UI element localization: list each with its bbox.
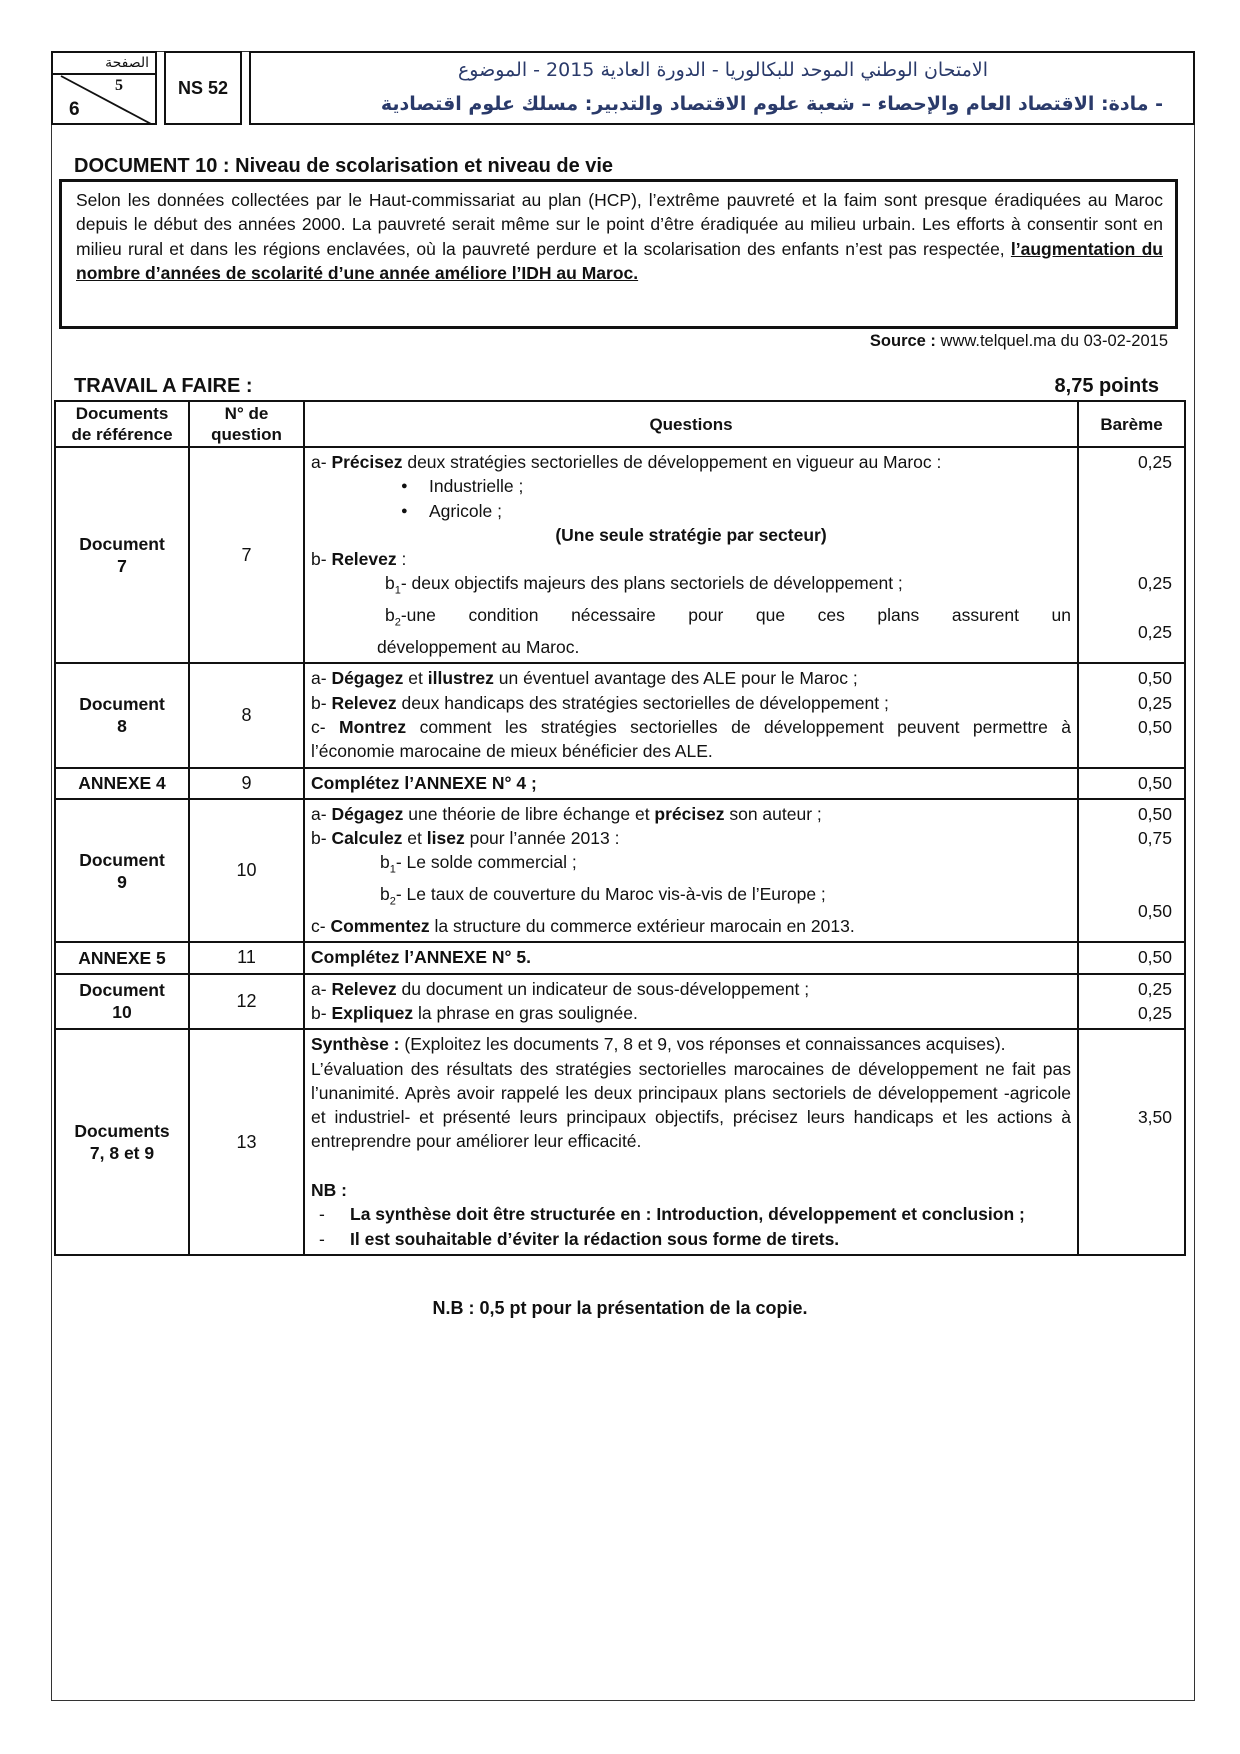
q8-a: a- Dégagez et illustrez un éventuel avantage des ALE pour le Maroc ;: [311, 668, 858, 689]
document10-title: DOCUMENT 10 : Niveau de scolarisation et niveau de vie: [74, 155, 614, 177]
bareme-q12: 0,25 0,25: [1078, 974, 1185, 1030]
q12-b: b- Expliquez la phrase en gras soulignée.: [311, 1002, 638, 1023]
ref-doc9: Document 9: [55, 799, 189, 942]
q7-b2: $b_2$-une condition nécessaire pour que ces plans assurent un: [385, 605, 1071, 629]
q7-b: b- Relevez :: [311, 549, 407, 570]
document10-text: Selon les données collectées par le Haut-commissariat au plan (HCP), l’extrême pauvreté et la faim sont presque éradiquées au Maroc depuis le début des années 2000. La pauvreté serait même sur le point d’être éradiquée au milieu urbain. Les efforts à consentir sont en milieu rural et dans les régions enclavées, où la pauvreté perdure et la scolarisation des enfants n’est pas respectée,: [76, 190, 1163, 259]
q8-c: c- Montrez comment les stratégies sectorielles de développement peuvent permettre à l’économie marocaine de mieux bénéficier des ALE.: [311, 716, 1071, 762]
q12-a: a- Relevez du document un indicateur de sous-développement ;: [311, 978, 810, 999]
page-current: 5: [115, 77, 123, 94]
travail-points: 8,75 points: [1054, 375, 1159, 397]
num-q9: 9: [189, 768, 304, 799]
exam-title-line1: الامتحان الوطني الموحد للبكالوريا - الدورة العادية 2015 - الموضوع: [457, 59, 988, 81]
q10-c: c- Commentez la structure du commerce extérieur marocain en 2013.: [311, 916, 855, 937]
q8-b: b- Relevez deux handicaps des stratégies sectorielles de développement ;: [311, 692, 889, 713]
questions-q11: Complétez l’ANNEXE N° 5.: [304, 942, 1078, 973]
q7-b1: $b_1-$ deux objectifs majeurs des plans sectoriels de développement ;: [385, 573, 903, 597]
questions-q9: Complétez l’ANNEXE N° 4 ;: [304, 768, 1078, 799]
questions-q7: [304, 447, 1078, 663]
page-total: 6: [69, 99, 80, 120]
ref-docs-7-8-9: Documents 7, 8 et 9: [55, 1029, 189, 1255]
table-row-synthese: [55, 1029, 1185, 1255]
questions-q12: [304, 974, 1078, 1030]
q13-synthese: Synthèse : (Exploitez les documents 7, 8 et 9, vos réponses et connaissances acquises).: [311, 1034, 1006, 1055]
source-value: www.telquel.ma du 03-02-2015: [935, 332, 1168, 350]
table-row-annexe5: [55, 942, 1185, 973]
document10-source: [870, 332, 1168, 351]
questions-table: [54, 400, 1186, 1256]
header-documents: Documents de référence: [55, 401, 189, 447]
questions-q10: [304, 799, 1078, 942]
exam-code: NS 52: [164, 51, 242, 125]
num-q12: 12: [189, 974, 304, 1030]
questions-q8: [304, 663, 1078, 767]
ref-doc7: Document 7: [55, 447, 189, 663]
questions-q13: [304, 1029, 1078, 1255]
q7-b2-cont: développement au Maroc.: [377, 637, 580, 658]
bareme-q8: 0,50 0,25 0,50: [1078, 663, 1185, 767]
table-row-doc8: [55, 663, 1185, 767]
q10-b2: $b_2-$ Le taux de couverture du Maroc vis-à-vis de l’Europe ;: [380, 884, 826, 908]
bareme-q7: 0,25 0,25 0,25: [1078, 447, 1185, 663]
q7-a: a- Précisez deux stratégies sectorielles de développement en vigueur au Maroc :: [311, 452, 942, 472]
q13-paragraph: L’évaluation des résultats des stratégies sectorielles marocaines de développement ne fait pas l’unanimité. Après avoir rappelé les deux principaux plans sectoriels de développement -agricole et industriel- et présenté leurs principaux objectifs, précisez leurs handicaps et les actions à entreprendre pour améliorer leur efficacité.: [311, 1058, 1071, 1152]
num-q11: 11: [189, 942, 304, 973]
page-label: الصفحة: [105, 55, 149, 71]
q13-nb: NB :: [311, 1180, 347, 1201]
document10-text-box: [59, 179, 1178, 329]
travail-title: TRAVAIL A FAIRE :: [74, 375, 253, 397]
exam-title-line2: - مادة: الاقتصاد العام والإحصاء – شعبة علوم الاقتصاد والتدبير: مسلك علوم اقتصادية: [380, 93, 1163, 115]
q10-b: b- Calculez et lisez pour l’année 2013 :: [311, 828, 620, 849]
q7-bullets: [311, 474, 1071, 523]
q7-note: (Une seule stratégie par secteur): [555, 524, 827, 545]
q13-dash-1: - La synthèse doit être structurée en : Introduction, développement et conclusion ;: [319, 1204, 1025, 1225]
header-bareme: Barème: [1078, 401, 1185, 447]
q10-a: a- Dégagez une théorie de libre échange et précisez son auteur ;: [311, 803, 822, 824]
num-q10: 10: [189, 799, 304, 942]
ref-doc8: Document 8: [55, 663, 189, 767]
document10-highlight: l’augmentation du nombre d’années de scolarité d’une année améliore l’IDH au Maroc.: [76, 238, 1163, 284]
header-questions: Questions: [304, 401, 1078, 447]
ref-annexe5: ANNEXE 5: [55, 942, 189, 973]
q10-b1: $b_1-$ Le solde commercial ;: [380, 852, 577, 876]
exam-title-box: [249, 51, 1195, 125]
num-q7: 7: [189, 447, 304, 663]
bareme-q10: 0,50 0,75 0,50: [1078, 799, 1185, 942]
bareme-q11: 0,50: [1078, 942, 1185, 973]
table-row-doc10: [55, 974, 1185, 1030]
table-header-row: [55, 401, 1185, 447]
q7-bullet-industrielle: ● Industrielle ;: [401, 474, 1071, 498]
q7-bullet-agricole: ● Agricole ;: [401, 499, 1071, 523]
table-row-doc9: [55, 799, 1185, 942]
num-q13: 13: [189, 1029, 304, 1255]
header-question-number: N° de question: [189, 401, 304, 447]
ref-annexe4: ANNEXE 4: [55, 768, 189, 799]
table-row-doc7: [55, 447, 1185, 663]
num-q8: 8: [189, 663, 304, 767]
source-label: Source :: [869, 332, 936, 350]
page-number-box: [51, 51, 157, 125]
footer-nb: N.B : 0,5 pt pour la présentation de la copie.: [432, 1298, 808, 1318]
q13-dash-2: - Il est souhaitable d’éviter la rédaction sous forme de tirets.: [319, 1228, 840, 1249]
ref-doc10: Document 10: [55, 974, 189, 1030]
table-row-annexe4: [55, 768, 1185, 799]
bareme-q13: 3,50: [1078, 1029, 1185, 1255]
bareme-q9: 0,50: [1078, 768, 1185, 799]
